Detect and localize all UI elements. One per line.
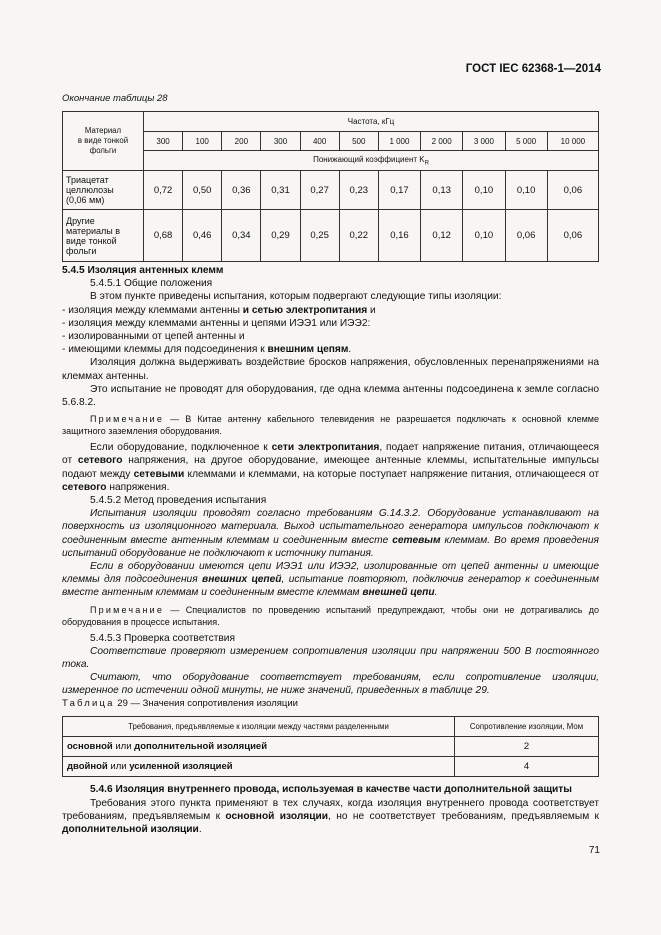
table-row (63, 757, 599, 777)
value-cell: 0,10 (505, 171, 547, 210)
table-cell: 2 (455, 736, 599, 756)
material-name: Другие материалы в виде тонкой фольги (63, 210, 144, 262)
frequency-cell: 3 000 (463, 132, 505, 151)
paragraph: Если в оборудовании имеются цепи ИЭЭ1 или ИЭЭ2, изолированные от цепей антенны и имеющие клеммы для подсоединения внешних цепей, испытание повторяют, подключив генератор к соединенным вместе антенным клеммам и соединенным вместе клеммам внешней цепи. (62, 561, 600, 599)
subsection-title: 5.4.5.3 Проверка соответствия (90, 632, 235, 644)
paragraph: В этом пункте приведены испытания, которым подвергают следующие типы изоляции: (90, 291, 502, 303)
value-cell: 0,06 (505, 210, 547, 262)
value-cell: 0,34 (222, 210, 261, 262)
column-header: Требования, предъявляемые к изоляции между частями разделенными (63, 716, 455, 736)
table-cell: основной или дополнительной изоляцией (63, 736, 455, 756)
value-cell: 0,06 (547, 210, 598, 262)
frequency-cell: 400 (300, 132, 339, 151)
frequency-cell: 2 000 (421, 132, 463, 151)
paragraph: Это испытание не проводят для оборудования, где одна клемма антенны подсоединена к земле согласно 5.6.8.2. (62, 383, 599, 409)
column-header: Сопротивление изоляции, Мом (455, 716, 599, 736)
frequency-cell: 5 000 (505, 132, 547, 151)
frequency-cell: 1 000 (378, 132, 420, 151)
frequency-row (63, 132, 599, 151)
value-cell: 0,29 (261, 210, 300, 262)
section-title: 5.4.6 Изоляция внутреннего провода, используемая в качестве части дополнительной защиты (90, 784, 572, 796)
paragraph: Если оборудование, подключенное к сети электропитания, подает напряжение питания, отличающееся от сетевого напряжения, на другое оборудование, имеющее антенные клеммы, испытательные импульсы подают между сетевыми клеммами и клеммами, на которые поступает напряжение питания, отличающееся от сетевого напряжения. (62, 442, 599, 493)
value-cell: 0,27 (300, 171, 339, 210)
value-cell: 0,10 (463, 210, 505, 262)
table-cell: 4 (455, 757, 599, 777)
frequency-cell: 300 (144, 132, 183, 151)
note: Примечание — Специалистов по проведению испытаний предупреждают, чтобы они не дотрагивались до оборудования в процессе испытания. (62, 604, 599, 627)
value-cell: 0,12 (421, 210, 463, 262)
frequency-cell: 300 (261, 132, 300, 151)
list-item: - изоляция между клеммами антенны и цепями ИЭЭ1 или ИЭЭ2: (62, 317, 371, 329)
coefficient-header: Понижающий коэффициент $K_R$ (144, 151, 599, 171)
paragraph: Испытания изоляции проводят согласно требованиям G.14.3.2. Оборудование устанавливают на поверхность из изоляционного материала. Выход испытательного генератора импульсов подключают к соединенным вместе антенным клеммам и соединенным вместе сетевым клеммам. Во время проведения испытаний оборудование не подключают к источнику питания. (62, 508, 599, 559)
frequency-cell: 500 (339, 132, 378, 151)
material-header: Материал в виде тонкой фольги (63, 112, 144, 171)
list-item: - имеющими клеммы для подсоединения к внешним цепям. (62, 344, 352, 356)
document-body (62, 264, 599, 836)
value-cell: 0,06 (547, 171, 598, 210)
document-header: ГОСТ IEC 62368-1—2014 (465, 63, 601, 75)
subsection-title: 5.4.5.1 Общие положения (90, 278, 213, 290)
section-title: 5.4.5 Изоляция антенных клемм (62, 265, 224, 276)
paragraph: Требования этого пункта применяют в тех случаях, когда изоляция внутреннего провода соответствует требованиям, предъявляемым к основной изоляции, но не соответствует требованиям, предъявляемым к дополнительной изоляции. (62, 797, 600, 835)
value-cell: 0,46 (183, 210, 222, 262)
material-name: Триацетат целлюлозы (0,06 мм) (63, 171, 144, 210)
table-row (63, 736, 599, 756)
list-item: - изоляция между клеммами антенны и сетью электропитания и (62, 304, 376, 316)
table-28 (62, 111, 599, 262)
table-row (63, 716, 599, 736)
page-number: 71 (588, 845, 600, 856)
value-cell: 0,22 (339, 210, 378, 262)
value-cell: 0,72 (144, 171, 183, 210)
subsection-title: 5.4.5.2 Метод проведения испытания (90, 495, 267, 507)
paragraph: Соответствие проверяют измерением сопротивления изоляции при напряжении 500 В постоянного тока. (62, 645, 599, 671)
paragraph: Изоляция должна выдерживать воздействие бросков напряжения, обусловленных перенапряжениями на клеммах антенны. (62, 357, 599, 382)
table-28-caption: Окончание таблицы 28 (62, 93, 168, 104)
value-cell: 0,16 (378, 210, 420, 262)
frequency-cell: 200 (222, 132, 261, 151)
table-cell: двойной или усиленной изоляцией (63, 757, 455, 777)
paragraph: Считают, что оборудование соответствует требованиям, если сопротивление изоляции, измеренное по истечении одной минуты, не ниже значений, приведенных в таблице 29. (62, 672, 599, 697)
value-cell: 0,23 (339, 171, 378, 210)
value-cell: 0,13 (421, 171, 463, 210)
frequency-cell: 100 (183, 132, 222, 151)
value-cell: 0,17 (378, 171, 420, 210)
value-cell: 0,10 (463, 171, 505, 210)
note: Примечание — В Китае антенну кабельного телевидения не разрешается подключать к основной клемме защитного заземления оборудования. (62, 414, 599, 437)
value-cell: 0,25 (300, 210, 339, 262)
value-cell: 0,36 (222, 171, 261, 210)
table-row (63, 171, 599, 210)
table-29 (62, 716, 599, 778)
value-cell: 0,50 (183, 171, 222, 210)
value-cell: 0,31 (261, 171, 300, 210)
value-cell: 0,68 (144, 210, 183, 262)
table-29-caption: Таблица 29 — Значения сопротивления изоляции (62, 697, 298, 709)
list-item: - изолированными от цепей антенны и (62, 331, 245, 343)
frequency-cell: 10 000 (547, 132, 598, 151)
frequency-header: Частота, кГц (144, 112, 599, 132)
table-row (63, 210, 599, 262)
